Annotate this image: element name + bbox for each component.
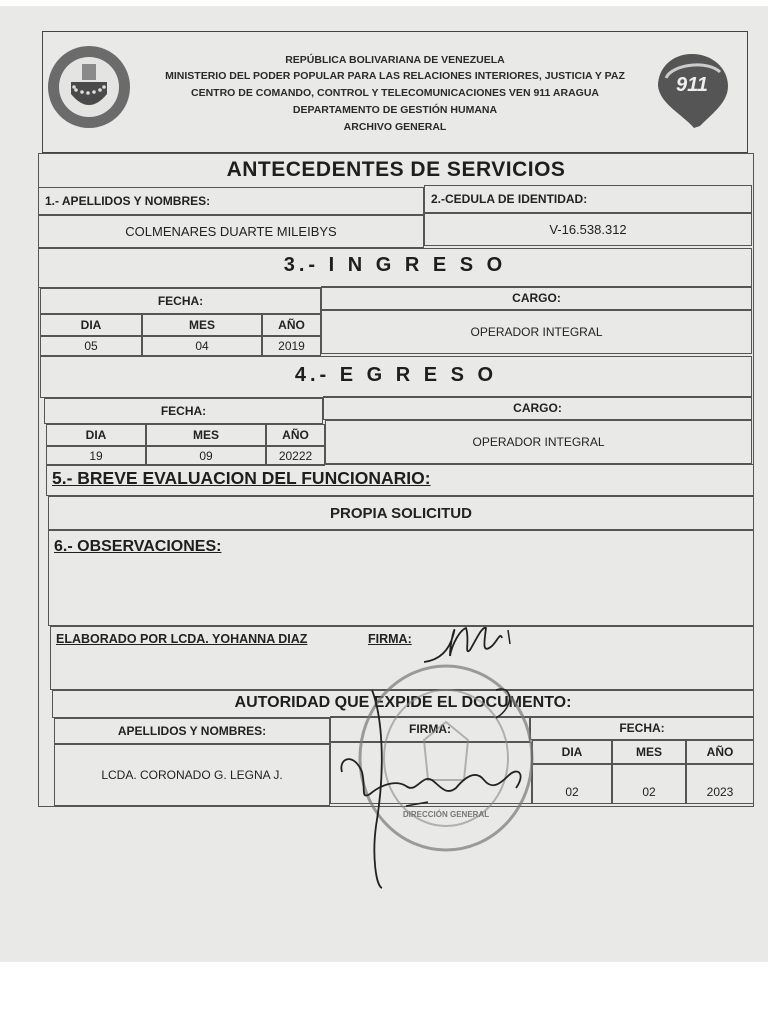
ingreso-fecha-label: FECHA: <box>40 288 321 314</box>
header-line-3: CENTRO DE COMANDO, CONTROL Y TELECOMUNICACIONES VEN 911 ARAGUA <box>191 87 599 99</box>
egreso-cargo-label: CARGO: <box>323 396 752 420</box>
autoridad-anio-value: 2023 <box>686 764 754 804</box>
autoridad-dia-value: 02 <box>532 764 612 804</box>
observaciones-title: 6.- OBSERVACIONES: <box>54 538 222 555</box>
header-line-4: DEPARTAMENTO DE GESTIÓN HUMANA <box>292 104 498 116</box>
evaluacion-title: 5.- BREVE EVALUACION DEL FUNCIONARIO: <box>52 468 431 488</box>
autoridad-mes-label: MES <box>612 740 686 764</box>
egreso-anio-value: 20222 <box>266 446 325 466</box>
form-title: ANTECEDENTES DE SERVICIOS <box>226 158 566 181</box>
ingreso-mes-label: MES <box>142 314 262 336</box>
ingreso-cargo-label: CARGO: <box>321 286 752 310</box>
autoridad-anio-label: AÑO <box>686 740 754 764</box>
ingreso-dia-value: 05 <box>40 336 142 356</box>
elaborado-signature <box>420 620 520 680</box>
ingreso-anio-value: 2019 <box>262 336 321 356</box>
evaluacion-value: PROPIA SOLICITUD <box>48 496 754 530</box>
header-line-5: ARCHIVO GENERAL <box>343 121 447 133</box>
egreso-mes-label: MES <box>146 424 266 446</box>
ingreso-title: 3.- I N G R E S O <box>283 254 507 276</box>
ingreso-cargo-value: OPERADOR INTEGRAL <box>321 310 752 354</box>
apellidos-nombres-value: COLMENARES DUARTE MILEIBYS <box>38 215 424 248</box>
autoridad-nombres-label: APELLIDOS Y NOMBRES: <box>54 718 330 744</box>
elaborado-label: ELABORADO POR LCDA. YOHANNA DIAZ <box>56 632 308 646</box>
egreso-mes-value: 09 <box>146 446 266 466</box>
stamp-text: DIRECCIÓN GENERAL <box>402 810 490 819</box>
autoridad-mes-value: 02 <box>612 764 686 804</box>
ingreso-dia-label: DIA <box>40 314 142 336</box>
elaborado-firma-label: FIRMA: <box>368 632 412 646</box>
cedula-value: V-16.538.312 <box>424 213 752 246</box>
egreso-title: 4.- E G R E S O <box>294 364 498 386</box>
egreso-fecha-label: FECHA: <box>44 398 323 424</box>
autoridad-title: AUTORIDAD QUE EXPIDE EL DOCUMENTO: <box>234 694 572 711</box>
cedula-label: 2.-CEDULA DE IDENTIDAD: <box>424 185 752 213</box>
autoridad-nombre-value: LCDA. CORONADO G. LEGNA J. <box>54 744 330 806</box>
egreso-cargo-value: OPERADOR INTEGRAL <box>325 420 752 464</box>
ven-911-logo <box>652 50 732 130</box>
autoridad-fecha-label: FECHA: <box>530 716 754 740</box>
autoridad-signature <box>336 676 536 896</box>
autoridad-firma-label: FIRMA: <box>330 716 530 742</box>
apellidos-nombres-label: 1.- APELLIDOS Y NOMBRES: <box>38 187 424 215</box>
ingreso-mes-value: 04 <box>142 336 262 356</box>
header-line-1: REPÚBLICA BOLIVARIANA DE VENEZUELA <box>285 54 505 66</box>
egreso-dia-value: 19 <box>46 446 146 466</box>
egreso-anio-label: AÑO <box>266 424 325 446</box>
ingreso-anio-label: AÑO <box>262 314 321 336</box>
logo-911-text: 911 <box>676 74 708 96</box>
header-line-2: MINISTERIO DEL PODER POPULAR PARA LAS RELACIONES INTERIORES, JUSTICIA Y PAZ <box>165 70 625 82</box>
egreso-dia-label: DIA <box>46 424 146 446</box>
autoridad-dia-label: DIA <box>532 740 612 764</box>
